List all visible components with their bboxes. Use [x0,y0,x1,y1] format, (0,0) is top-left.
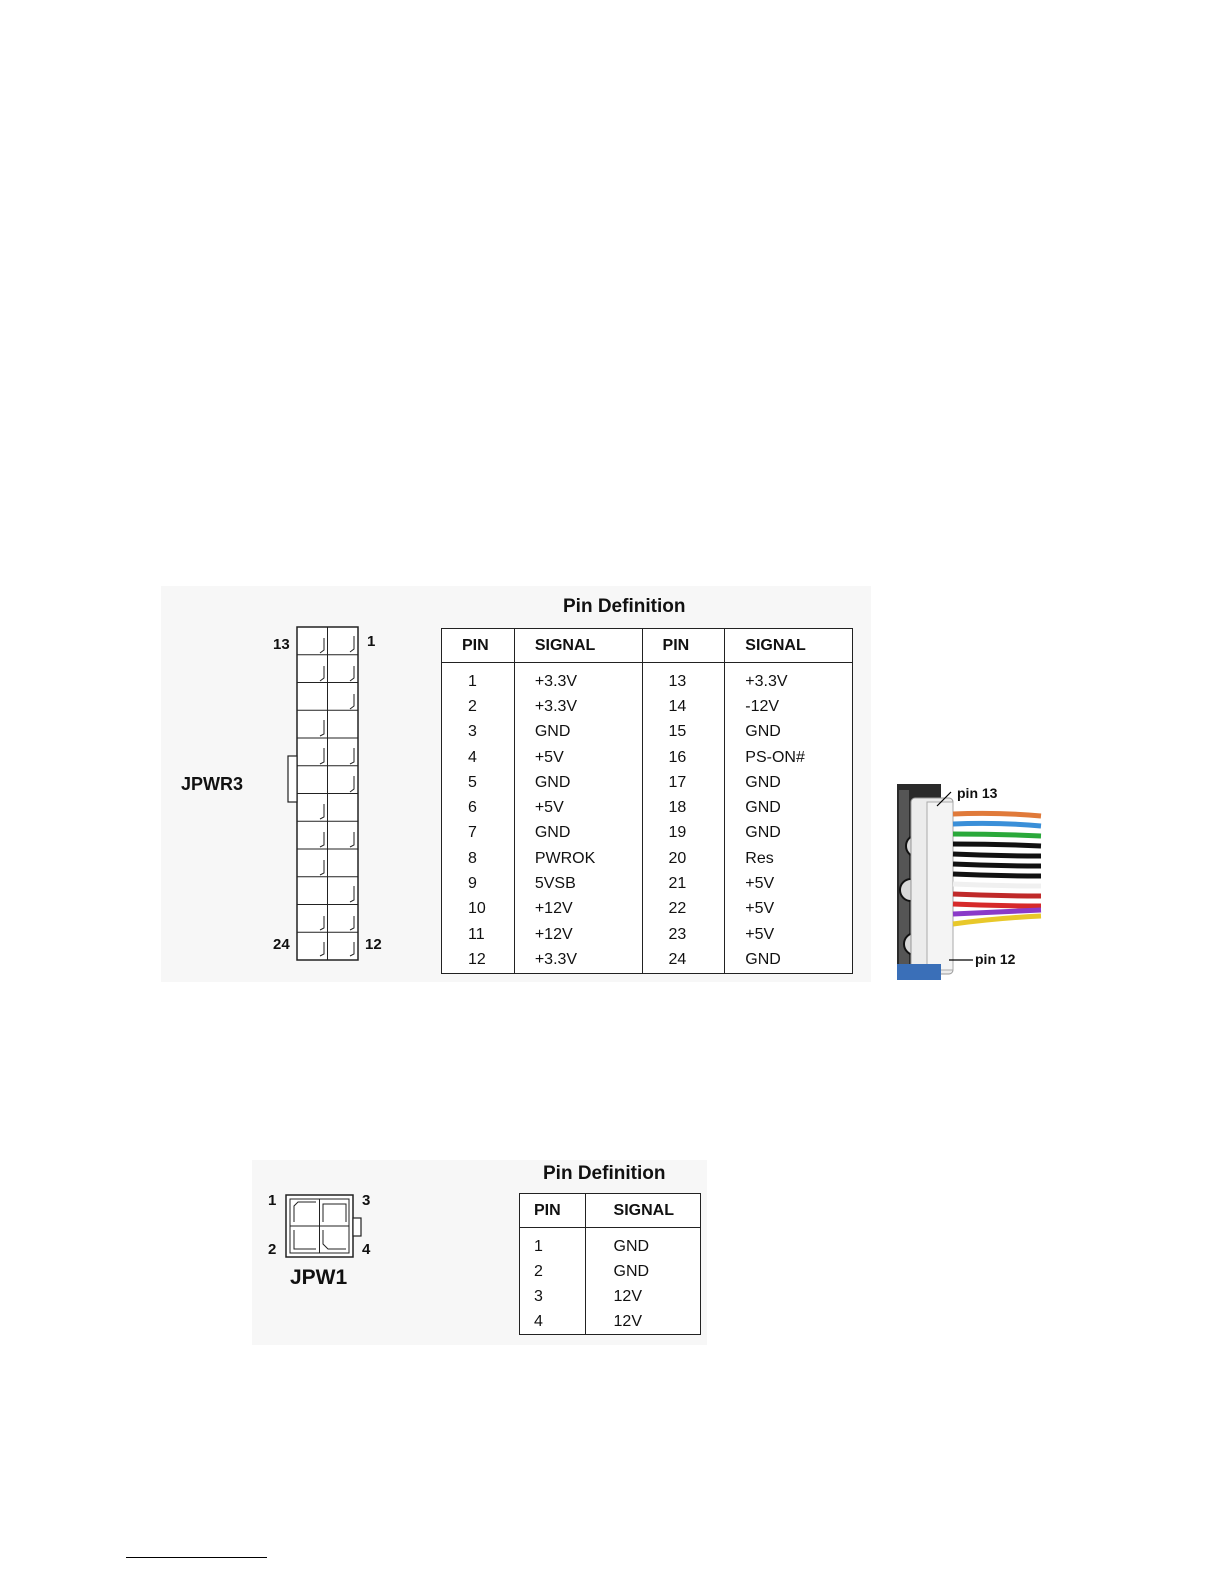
atx4-connector-diagram [284,1192,364,1260]
pin-number-cell: 6 [442,795,515,820]
pin-number-cell: 10 [442,897,515,922]
atx4-pin-table [519,1193,701,1335]
pin-number-cell: 17 [642,770,725,795]
signal-cell: +5V [745,875,775,893]
pin-label-24: 24 [273,936,290,953]
table-row [442,745,853,770]
table-header-row [520,1194,701,1228]
jpwr3-label: JPWR3 [181,774,244,794]
pin-number-cell: 23 [642,922,725,947]
photo-label-pin13: pin 13 [957,785,998,801]
pin-number-cell: 1 [442,663,515,695]
pin-label-13: 13 [273,636,290,653]
pin-number-cell: 4 [442,745,515,770]
atx4-title: Pin Definition [543,1163,666,1184]
pin-number-cell: 12 [442,947,515,973]
pin-number-cell: 11 [442,922,515,947]
signal-cell: PWROK [514,846,642,871]
pin-number-cell: 13 [642,663,725,695]
table-row [520,1228,701,1260]
pin-number-cell: 1 [520,1228,586,1260]
signal-cell: GND [613,1237,650,1255]
pin-label-2: 2 [268,1241,277,1258]
pin-number-cell: 21 [642,871,725,896]
signal-cell: +3.3V [745,672,788,690]
signal-cell: GND [514,720,642,745]
signal-cell: GND [745,773,781,791]
signal-cell: 12V [613,1287,642,1305]
table-row [442,846,853,871]
table-row [442,897,853,922]
signal-cell: +5V [745,925,775,943]
pin-number-cell: 9 [442,871,515,896]
table-row [442,720,853,745]
table-header-row [442,629,853,663]
signal-cell: +3.3V [514,663,642,695]
pin-label-12: 12 [365,936,382,953]
header-signal: SIGNAL [514,629,642,663]
footnote-separator [126,1557,267,1558]
header-signal: SIGNAL [585,1194,700,1228]
signal-cell: GND [514,821,642,846]
signal-cell: +5V [514,795,642,820]
atx24-connector-diagram [284,624,364,964]
table-row [520,1284,701,1309]
pin-number-cell: 4 [520,1309,586,1335]
signal-cell: GND [745,824,781,842]
pin-number-cell: 8 [442,846,515,871]
signal-cell: +3.3V [514,694,642,719]
header-pin: PIN [442,629,515,663]
pin-number-cell: 22 [642,897,725,922]
signal-cell: +3.3V [514,947,642,973]
signal-cell: GND [745,950,781,968]
signal-cell: +5V [514,745,642,770]
pin-number-cell: 2 [442,694,515,719]
signal-cell: Res [745,849,774,867]
pin-label-1: 1 [367,633,376,650]
pin-number-cell: 15 [642,720,725,745]
table-row [442,770,853,795]
table-row [442,922,853,947]
pin-label-4: 4 [362,1241,371,1258]
atx24-connector-photo [897,784,1043,980]
pin-number-cell: 2 [520,1259,586,1284]
jpw1-label: JPW1 [290,1266,348,1289]
pin-label-1: 1 [268,1192,277,1209]
signal-cell: +12V [514,897,642,922]
table-row [442,795,853,820]
table-row [442,871,853,896]
signal-cell: 12V [613,1312,642,1330]
table-row [442,947,853,973]
table-row [442,821,853,846]
pin-number-cell: 7 [442,821,515,846]
header-signal: SIGNAL [725,629,853,663]
pin-number-cell: 18 [642,795,725,820]
signal-cell: +5V [745,900,775,918]
atx24-title: Pin Definition [563,596,686,617]
pin-number-cell: 16 [642,745,725,770]
signal-cell: -12V [745,697,780,715]
header-pin: PIN [520,1194,586,1228]
signal-cell: PS-ON# [745,748,805,766]
photo-label-pin12: pin 12 [975,951,1016,967]
atx24-pin-table [441,628,853,974]
pin-number-cell: 14 [642,694,725,719]
table-row [442,694,853,719]
pin-label-3: 3 [362,1192,371,1209]
signal-cell: GND [514,770,642,795]
table-row [520,1309,701,1335]
pin-number-cell: 24 [642,947,725,973]
signal-cell: GND [613,1262,650,1280]
signal-cell: GND [745,799,781,817]
pin-number-cell: 20 [642,846,725,871]
table-row [520,1259,701,1284]
table-row [442,663,853,695]
header-pin: PIN [642,629,725,663]
pin-number-cell: 3 [442,720,515,745]
pin-number-cell: 19 [642,821,725,846]
pin-number-cell: 3 [520,1284,586,1309]
signal-cell: GND [745,723,781,741]
signal-cell: +12V [514,922,642,947]
pin-number-cell: 5 [442,770,515,795]
signal-cell: 5VSB [514,871,642,896]
